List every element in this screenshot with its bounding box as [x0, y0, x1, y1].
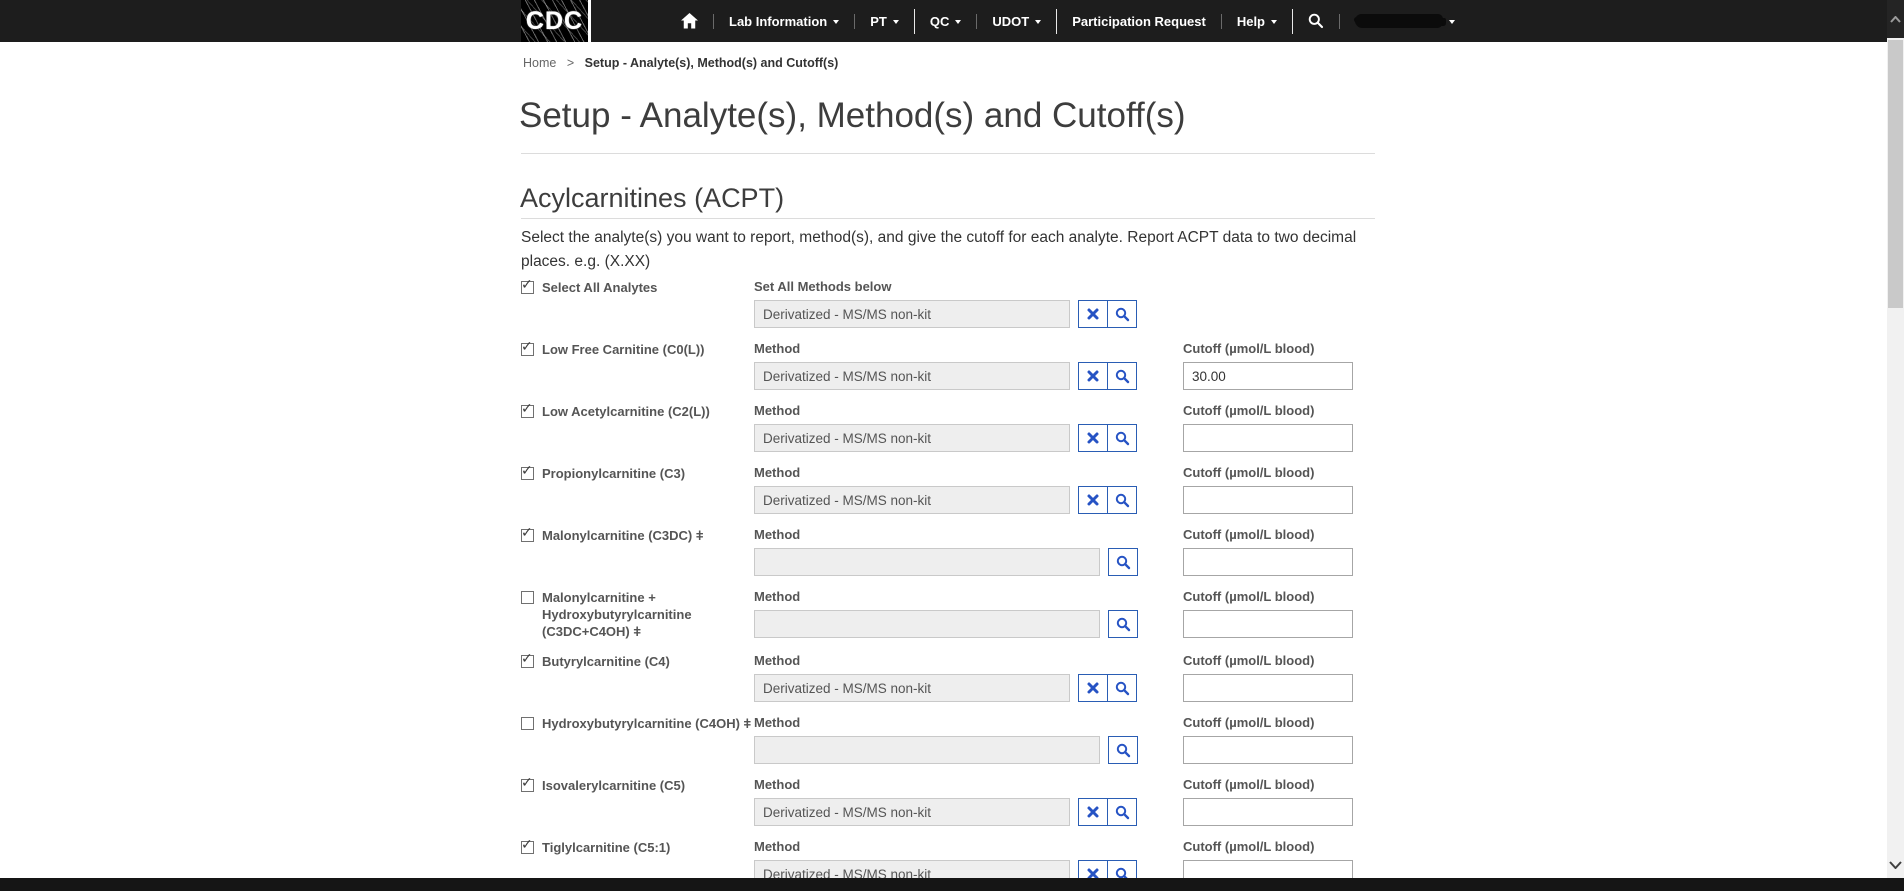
cutoff-input[interactable] [1183, 424, 1353, 452]
nav-item-participation-request[interactable] [1059, 14, 1219, 29]
set-all-method-input[interactable] [754, 300, 1070, 328]
method-lookup-button[interactable] [1108, 610, 1138, 638]
cutoff-label: Cutoff (µmol/L blood) [1183, 653, 1315, 668]
nav-divider [976, 14, 977, 29]
page-title: Setup - Analyte(s), Method(s) and Cutoff(s) [519, 96, 1186, 135]
set-all-method-lookup-button[interactable] [1107, 300, 1137, 328]
lookup-magnifier-icon [1115, 369, 1130, 384]
analyte-label: Propionylcarnitine (C3) [542, 466, 686, 481]
section-divider [521, 218, 1375, 219]
chevron-down-icon [1449, 20, 1455, 24]
cdc-logo-text: CDC [525, 6, 584, 35]
checkmark-icon: ✓ [521, 651, 533, 667]
cutoff-label: Cutoff (µmol/L blood) [1183, 403, 1315, 418]
scrollbar[interactable] [1887, 0, 1904, 891]
nav-divider [1292, 9, 1293, 34]
analyte-checkbox[interactable] [521, 463, 534, 480]
chevron-up-icon [1890, 16, 1901, 23]
method-label: Method [754, 341, 801, 356]
analyte-row [521, 588, 1421, 640]
lookup-magnifier-icon [1115, 805, 1130, 820]
chevron-down-icon [955, 20, 961, 24]
method-lookup-button[interactable] [1107, 486, 1137, 514]
analyte-row [521, 340, 1421, 390]
analyte-checkbox[interactable] [521, 651, 534, 668]
chevron-down-icon [1889, 861, 1902, 869]
method-label: Method [754, 839, 801, 854]
checkmark-icon: ✓ [521, 339, 533, 355]
nav-item-qc[interactable] [917, 14, 975, 29]
method-label: Method [754, 527, 801, 542]
method-input[interactable] [754, 362, 1070, 390]
nav-item-label: Participation Request [1072, 13, 1206, 29]
clear-method-button[interactable] [1078, 486, 1108, 514]
set-all-methods-label: Set All Methods below [754, 279, 892, 294]
analyte-label: Hydroxybutyrylcarnitine (C4OH) ǂ [542, 716, 752, 731]
chevron-down-icon [1035, 20, 1041, 24]
lookup-magnifier-icon [1115, 681, 1130, 696]
checkmark-icon: ✓ [521, 401, 533, 417]
cutoff-input[interactable] [1183, 548, 1353, 576]
method-lookup-button[interactable] [1108, 736, 1138, 764]
analyte-label: Malonylcarnitine (C3DC) ǂ [542, 528, 704, 543]
lookup-magnifier-icon [1115, 431, 1130, 446]
scrollbar-down-button[interactable] [1887, 857, 1904, 873]
nav-divider [1221, 14, 1222, 29]
nav-divider [1339, 14, 1340, 29]
analyte-rows [521, 340, 1421, 888]
clear-x-icon [1086, 493, 1100, 507]
nav-item-lab-information[interactable] [716, 14, 852, 29]
clear-method-button[interactable] [1078, 424, 1108, 452]
breadcrumb-current: Setup - Analyte(s), Method(s) and Cutoff(s) [584, 56, 839, 70]
checkmark-icon: ✓ [521, 837, 533, 853]
analyte-label: Low Acetylcarnitine (C2(L)) [542, 404, 710, 419]
lookup-magnifier-icon [1116, 617, 1131, 632]
cutoff-label: Cutoff (µmol/L blood) [1183, 777, 1315, 792]
method-lookup-button[interactable] [1108, 548, 1138, 576]
cdc-logo[interactable] [521, 0, 591, 42]
method-input[interactable] [754, 486, 1070, 514]
clear-method-button[interactable] [1078, 362, 1108, 390]
cutoff-label: Cutoff (µmol/L blood) [1183, 465, 1315, 480]
clear-x-icon [1086, 369, 1100, 383]
clear-x-icon [1086, 681, 1100, 695]
analyte-checkbox[interactable] [521, 401, 534, 418]
select-all-row [521, 278, 1421, 328]
cutoff-input[interactable] [1183, 486, 1353, 514]
scrollbar-thumb[interactable] [1888, 40, 1903, 308]
analyte-checkbox[interactable] [521, 775, 534, 792]
method-lookup-button[interactable] [1107, 798, 1137, 826]
lookup-magnifier-icon [1115, 493, 1130, 508]
lookup-magnifier-icon [1115, 307, 1130, 322]
home-icon [681, 13, 698, 29]
top-navbar [0, 0, 1887, 42]
checkmark-icon: ✓ [521, 525, 533, 541]
select-all-label: Select All Analytes [542, 280, 658, 295]
cutoff-label: Cutoff (µmol/L blood) [1183, 839, 1315, 854]
cutoff-label: Cutoff (µmol/L blood) [1183, 715, 1315, 730]
nav-user-menu[interactable] [1342, 14, 1468, 28]
nav-divider [854, 14, 855, 29]
analyte-checkbox[interactable] [521, 525, 534, 542]
method-lookup-button[interactable] [1107, 424, 1137, 452]
analyte-row [521, 464, 1421, 514]
checkmark-icon: ✓ [521, 463, 533, 479]
clear-x-icon [1086, 805, 1100, 819]
section-heading: Acylcarnitines (ACPT) [520, 183, 785, 213]
analyte-checkbox[interactable] [521, 339, 534, 356]
chevron-down-icon [833, 20, 839, 24]
method-label: Method [754, 777, 801, 792]
cutoff-label: Cutoff (µmol/L blood) [1183, 341, 1315, 356]
section-description: Select the analyte(s) you want to report, method(s), and give the cutoff for each analyte. Report ACPT data to two decimal places. e.g. (X.XX) [521, 229, 1357, 270]
clear-x-icon [1086, 307, 1100, 321]
nav-divider [914, 9, 915, 34]
nav-item-label: Help [1236, 13, 1265, 29]
analyte-checkbox[interactable] [521, 591, 534, 604]
analyte-label: Isovalerylcarnitine (C5) [542, 778, 686, 793]
method-input[interactable] [754, 798, 1070, 826]
clear-x-icon [1086, 431, 1100, 445]
nav-item-label: Lab Information [729, 13, 828, 29]
checkmark-icon: ✓ [521, 775, 533, 791]
method-input[interactable] [754, 736, 1100, 764]
method-label: Method [754, 589, 801, 604]
nav-divider [1056, 9, 1057, 34]
nav-home-button[interactable] [668, 13, 711, 29]
search-icon [1308, 13, 1324, 29]
analyte-row [521, 652, 1421, 702]
method-lookup-button[interactable] [1107, 674, 1137, 702]
method-input[interactable] [754, 674, 1070, 702]
method-input[interactable] [754, 548, 1100, 576]
method-label: Method [754, 715, 801, 730]
nav-item-label: UDOT [992, 13, 1030, 29]
clear-method-button[interactable] [1078, 674, 1108, 702]
method-label: Method [754, 403, 801, 418]
analyte-label: Butyrylcarnitine (C4) [542, 654, 670, 669]
chevron-down-icon [893, 20, 899, 24]
chevron-down-icon [1271, 20, 1277, 24]
method-input[interactable] [754, 424, 1070, 452]
checkmark-icon: ✓ [521, 277, 533, 293]
method-lookup-button[interactable] [1107, 362, 1137, 390]
analyte-row [521, 402, 1421, 452]
scrollbar-up-button[interactable] [1887, 0, 1904, 38]
cutoff-label: Cutoff (µmol/L blood) [1183, 527, 1315, 542]
clear-method-button[interactable] [1078, 798, 1108, 826]
breadcrumb-separator: > [566, 56, 575, 70]
nav-menu [668, 0, 1468, 42]
method-label: Method [754, 653, 801, 668]
cutoff-input[interactable] [1183, 610, 1353, 638]
title-divider [521, 153, 1375, 154]
select-all-checkbox[interactable] [521, 277, 534, 294]
cutoff-input[interactable] [1183, 736, 1353, 764]
nav-item-udot[interactable] [979, 14, 1054, 29]
analyte-row [521, 714, 1421, 764]
analyte-label: Low Free Carnitine (C0(L)) [542, 342, 705, 357]
cutoff-input[interactable] [1183, 674, 1353, 702]
nav-item-label: QC [929, 13, 950, 29]
nav-divider [713, 14, 714, 29]
analyte-setup-form [521, 278, 1421, 891]
nav-item-help[interactable] [1224, 14, 1290, 29]
analyte-checkbox[interactable] [521, 837, 534, 854]
nav-item-label: PT [870, 13, 887, 29]
lookup-magnifier-icon [1116, 555, 1131, 570]
method-label: Method [754, 465, 801, 480]
breadcrumb-home-link[interactable]: Home [523, 56, 557, 70]
analyte-row [521, 776, 1421, 826]
analyte-row [521, 526, 1421, 576]
nav-item-pt[interactable] [857, 14, 912, 29]
method-input[interactable] [754, 610, 1100, 638]
lookup-magnifier-icon [1116, 743, 1131, 758]
bottom-black-bar [0, 878, 1904, 891]
analyte-checkbox[interactable] [521, 717, 534, 730]
redacted-username [1355, 14, 1443, 28]
breadcrumb [523, 56, 838, 70]
set-all-clear-method-button[interactable] [1078, 300, 1108, 328]
nav-search-button[interactable] [1295, 13, 1337, 29]
cutoff-label: Cutoff (µmol/L blood) [1183, 589, 1315, 604]
cutoff-input[interactable] [1183, 362, 1353, 390]
analyte-label: Tiglylcarnitine (C5:1) [542, 840, 671, 855]
analyte-label: Malonylcarnitine + Hydroxybutyrylcarnitine (C3DC+C4OH) ǂ [542, 590, 692, 639]
cutoff-input[interactable] [1183, 798, 1353, 826]
